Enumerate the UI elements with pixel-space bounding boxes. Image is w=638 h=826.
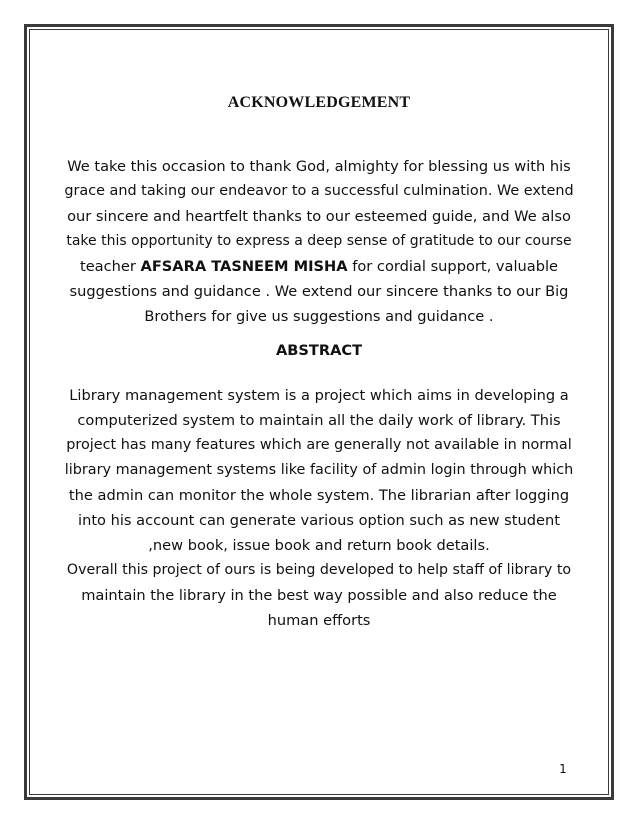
abs-line-3: project has many features which are generally not available in normal [66, 437, 572, 453]
ack-line-4: take this opportunity to express a deep sense of gratitude to our course [66, 233, 572, 249]
abs-line-9: maintain the library in the best way possible and also reduce the [81, 587, 557, 604]
ack-line-3: our sincere and heartfelt thanks to our esteemed guide, and We also [67, 208, 571, 225]
abstract-paragraph [64, 383, 574, 633]
ack-line-2: grace and taking our endeavor to a successful culmination. We extend [64, 183, 574, 199]
ack-line-5-pre: teacher [79, 258, 141, 275]
ack-line-5 [64, 254, 574, 279]
abs-line-2: computerized system to maintain all the daily work of library. This [77, 412, 561, 429]
acknowledgement-heading: ACKNOWLEDGEMENT [227, 94, 411, 111]
abs-line-7: ,new book, issue book and return book details. [148, 537, 490, 554]
abs-line-6: into his account can generate various option such as new student [78, 512, 560, 529]
abs-line-10: human efforts [267, 612, 371, 629]
page-number: 1 [559, 762, 567, 776]
abs-line-4: library management systems like facility of admin login through which [64, 462, 574, 478]
abstract-heading: ABSTRACT [275, 342, 363, 359]
acknowledgement-paragraph [64, 154, 574, 329]
ack-line-1: We take this occasion to thank God, almighty for blessing us with his [67, 158, 571, 175]
teacher-name: AFSARA TASNEEM MISHA [140, 258, 348, 275]
ack-line-7: Brothers for give us suggestions and guidance . [144, 308, 494, 325]
ack-line-6: suggestions and guidance . We extend our sincere thanks to our Big [69, 283, 569, 300]
abs-line-5: the admin can monitor the whole system. The librarian after logging [68, 487, 570, 504]
ack-line-5-post: for cordial support, valuable [347, 258, 559, 275]
abs-line-1: Library management system is a project which aims in developing a [69, 387, 569, 404]
abs-line-8: Overall this project of ours is being developed to help staff of library to [66, 562, 572, 578]
